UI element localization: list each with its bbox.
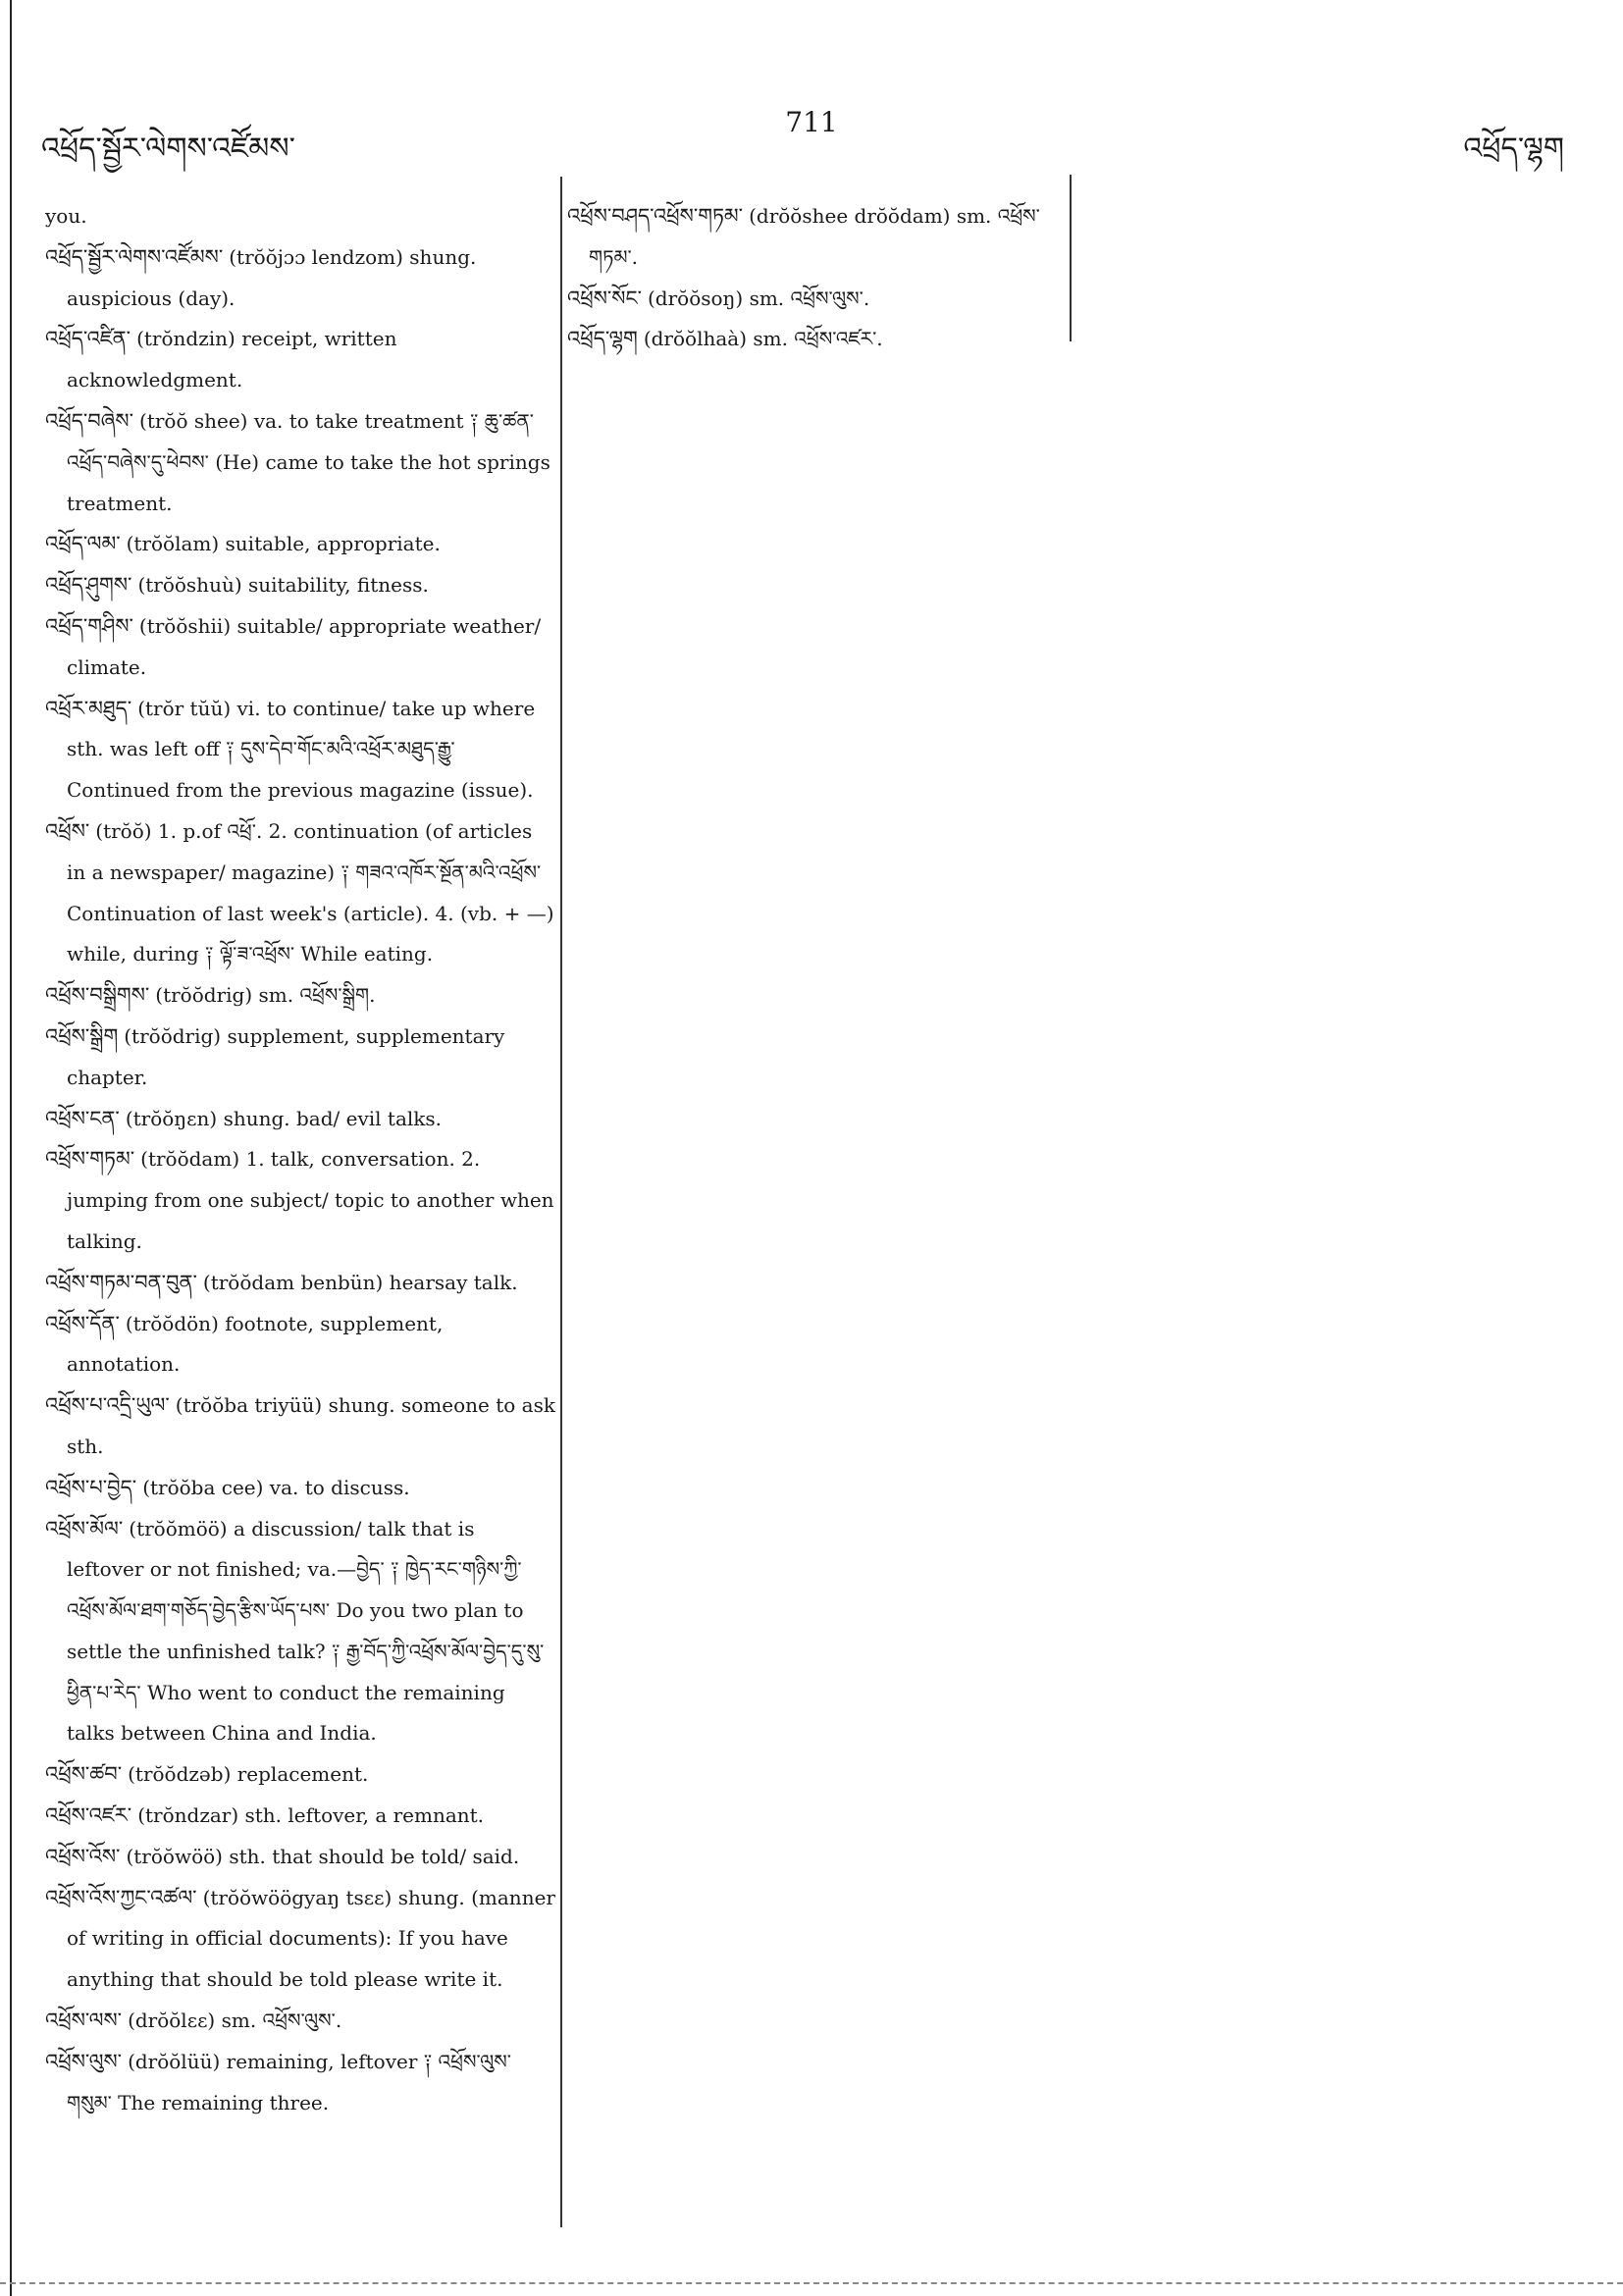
dictionary-entry [45, 1139, 555, 1262]
entry-definition: (trŏŏdam) 1. talk, conversation. 2. jumping from one subject/ topic to another when talking. [67, 1147, 554, 1253]
entry-definition: (trŏndzin) receipt, written acknowledgment. [67, 327, 397, 392]
dictionary-entry [45, 1754, 555, 1796]
dictionary-entry [45, 2042, 555, 2124]
entry-headword: འཕྲོད་ལམ་ [45, 532, 121, 556]
entry-headword: འཕྲོས་ཚབ་ [45, 1762, 123, 1787]
entry-definition: (trŏŏŋɛn) shung. bad/ evil talks. [125, 1106, 443, 1130]
dictionary-entry [567, 319, 1058, 360]
left-column [45, 196, 555, 2123]
entry-headword: འཕྲོས་ལས་ [45, 2009, 123, 2033]
dictionary-entry [45, 319, 555, 401]
entry-definition: (trŏŏdzəb) replacement. [128, 1762, 369, 1787]
dictionary-entry [45, 1099, 555, 1140]
entry-headword: འཕྲོས་ [45, 818, 90, 843]
dictionary-entry [45, 401, 555, 524]
dictionary-entry [567, 279, 1058, 320]
entry-headword: འཕྲོས་བཤད་འཕྲོས་གཏམ་ [567, 204, 744, 228]
entry-headword: འཕྲོས་དོན་ [45, 1311, 120, 1335]
entry-definition: (trŏŏwöö) sth. that should be told/ said. [126, 1844, 520, 1868]
dictionary-entry [45, 811, 555, 975]
entry-definition: (trŏŏdön) footnote, supplement, annotation. [67, 1311, 444, 1377]
entry-headword: འཕྲོས་འོས་ཀྱང་འཚལ་ [45, 1885, 197, 1909]
running-head-right: འཕྲོད་ལྷག [1463, 131, 1564, 166]
dictionary-entry [45, 1263, 555, 1304]
dictionary-entry [45, 1385, 555, 1468]
dictionary-entry [45, 565, 555, 606]
dictionary-entry [45, 1017, 555, 1099]
column-divider-right [1070, 175, 1072, 341]
entry-headword: འཕྲོས་མོལ་ [45, 1516, 124, 1540]
dictionary-entry [567, 196, 1058, 279]
page-number: 711 [785, 106, 838, 138]
entry-definition: (trŏŏdam benbün) hearsay talk. [202, 1270, 518, 1294]
entry-definition: (trŏŏjɔɔ lendzom) shung. auspicious (day). [67, 244, 477, 310]
page-edge [10, 0, 12, 2296]
entry-headword: འཕྲོད་འཛིན་ [45, 327, 131, 351]
entry-definition: (trŏŏ) 1. p.of འཕྲོ་. 2. continuation (of articles in a newspaper/ magazine) ༑ གཟའ་འཁོར་སྔོན་མའི་འཕྲོས་ Continuation of last week's (article). 4. (vb. + —) while, during ༑ ལྟོ་ཟ་འཕྲོས་ While eating. [67, 818, 554, 966]
dictionary-entry [45, 237, 555, 320]
entry-definition: (drŏŏlhaà) sm. འཕྲོས་འཛར་. [643, 327, 883, 351]
dictionary-entry [45, 689, 555, 811]
entry-definition: (drŏŏlɛɛ) sm. འཕྲོས་ལུས་. [128, 2009, 342, 2033]
entry-definition: (trŏndzar) sth. leftover, a remnant. [137, 1803, 485, 1828]
entry-definition: (trŏr tŭŭ) vi. to continue/ take up where sth. was left off ༑ དུས་དེབ་གོང་མའི་འཕྲོར་མཐུད་རྒྱུ་ Continued from the previous magazine (issue). [67, 696, 536, 803]
dictionary-entry [45, 1468, 555, 1509]
entry-definition: (drŏŏlüü) remaining, leftover ༑ འཕྲོས་ལུས་གསུམ་ The remaining three. [67, 2049, 511, 2114]
entry-headword: འཕྲོས་བསྒྲིགས་ [45, 983, 150, 1008]
dictionary-entry [45, 1837, 555, 1878]
entry-definition: (drŏŏshee drŏŏdam) sm. འཕྲོས་གཏམ་. [589, 204, 1040, 269]
entry-definition: (trŏŏmöö) a discussion/ talk that is leftover or not finished; va.—བྱེད་ ༑ ཁྱེད་རང་གཉིས་ཀྱི་འཕྲོས་མོལ་ཐག་གཅོད་བྱེད་རྩིས་ཡོད་པས་ Do you two plan to settle the unfinished talk? ༑ རྒྱ་བོད་ཀྱི་འཕྲོས་མོལ་བྱེད་དུ་སུ་ཕྱིན་པ་རེད་ Who went to conduct the remaining talks between China and India. [67, 1516, 545, 1746]
dictionary-entry [45, 2001, 555, 2042]
entry-headword: འཕྲོད་ལྷག [567, 327, 638, 351]
entry-headword: འཕྲོར་མཐུད་ [45, 696, 132, 720]
entry-definition: (trŏŏdrig) sm. འཕྲོས་སྒྲིག. [155, 983, 376, 1008]
dictionary-entry [45, 606, 555, 689]
entry-headword: འཕྲོས་འཛར་ [45, 1803, 132, 1828]
entry-definition: (trŏŏshuù) suitability, fitness. [137, 573, 429, 598]
entry-definition: you. [45, 204, 87, 228]
entry-headword: འཕྲོད་སྦྱོར་ལེགས་འཛོམས་ [45, 244, 224, 269]
entry-headword: འཕྲོས་པ་བྱེད་ [45, 1475, 137, 1499]
entry-headword: འཕྲོས་པ་འདྲི་ཡུལ་ [45, 1393, 170, 1418]
entry-definition: (trŏŏba cee) va. to discuss. [142, 1475, 410, 1499]
entry-headword: འཕྲོས་ངན་ [45, 1106, 120, 1130]
column-divider [560, 177, 562, 2227]
entry-definition: (trŏŏwöögyaŋ tsɛɛ) shung. (manner of writing in official documents): If you have anything that should be told please write it. [67, 1885, 555, 1992]
entry-headword: འཕྲོད་བཞེས་ [45, 408, 134, 433]
dictionary-entry [45, 1878, 555, 2001]
entry-definition: (drŏŏsoŋ) sm. འཕྲོས་ལུས་. [647, 286, 870, 310]
dictionary-entry [45, 524, 555, 565]
dictionary-entry [45, 1304, 555, 1386]
entry-definition: (trŏŏ shee) va. to take treatment ༑ ཆུ་ཚན་འཕྲོད་བཞེས་དུ་ཕེབས་ (He) came to take the hot springs treatment. [67, 408, 550, 515]
entry-definition: (trŏŏdrig) supplement, supplementary chapter. [67, 1023, 505, 1089]
dictionary-entry [45, 196, 555, 237]
right-column [567, 196, 1058, 360]
entry-headword: འཕྲོད་ཤུགས་ [45, 573, 132, 598]
dictionary-entry [45, 1509, 555, 1755]
entry-headword: འཕྲོད་གཤིས་ [45, 613, 133, 638]
entry-headword: འཕྲོས་གཏམ་བན་བུན་ [45, 1270, 197, 1294]
entry-definition: (trŏŏshii) suitable/ appropriate weather/ climate. [67, 613, 542, 679]
entry-headword: འཕྲོས་ལུས་ [45, 2049, 123, 2073]
dictionary-entry [45, 1796, 555, 1837]
entry-headword: འཕྲོས་སོང་ [567, 286, 642, 310]
bottom-rule [0, 2282, 1623, 2284]
entry-headword: འཕྲོས་སྒྲིག [45, 1023, 119, 1048]
dictionary-entry [45, 975, 555, 1017]
entry-headword: འཕྲོས་གཏམ་ [45, 1147, 135, 1172]
entry-definition: (trŏŏba triyüü) shung. someone to ask sth. [67, 1393, 555, 1458]
running-head-left: འཕྲོད་སྦྱོར་ལེགས་འཛོམས་ [41, 131, 295, 166]
entry-headword: འཕྲོས་འོས་ [45, 1844, 121, 1868]
entry-definition: (trŏŏlam) suitable, appropriate. [126, 532, 441, 556]
